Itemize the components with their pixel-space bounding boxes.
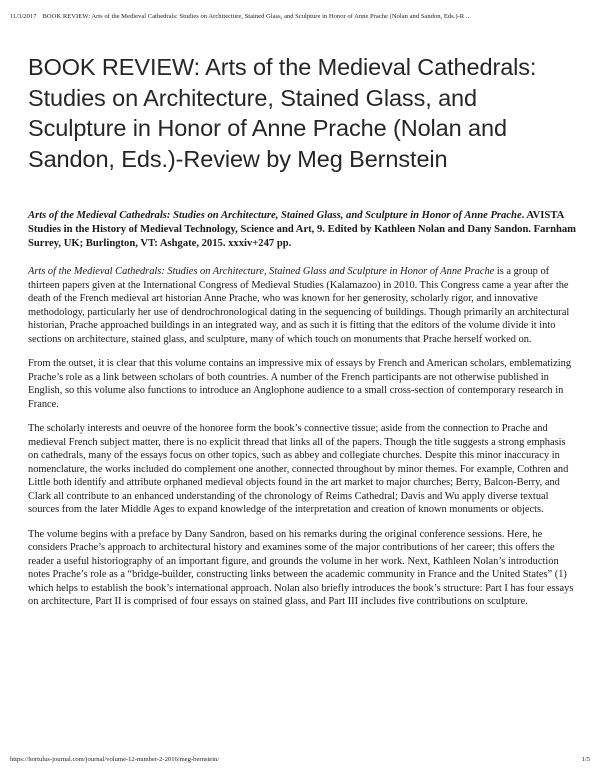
print-footer: [10, 756, 590, 764]
paragraph-4: The volume begins with a preface by Dany Sandron, based on his remarks during the original conference sessions. Here, he considers Prache’s approach to architectural history and examines some of the major contributions of her career; this offers the reader a useful historiography of an important figure, and grounds the volume in her work. Next, Kathleen Nolan’s introduction notes Prache’s role as a “bridge-builder, constructing links between the academic community in France and the United States” (1) which helps to establish the book’s international approach. Nolan also briefly introduces the book’s structure: Part I has four essays on architecture, Part II is comprised of four essays on stained glass, and Part III includes five contributions on sculpture.: [28, 528, 574, 607]
print-date: 11/3/2017: [10, 13, 37, 20]
page-url: https://hortulus-journal.com/journal/volume-12-number-2-2016/meg-bernstein/: [10, 756, 220, 763]
book-citation: [28, 209, 576, 251]
paragraph-2: From the outset, it is clear that this volume contains an impressive mix of essays by French and American scholars, emblematizing Prache’s role as a link between scholars of both countries. A number of the French participants are not otherwise published in English, so this volume also functions to introduce an Anglophone audience to a small cross-section of contemporary research in France.: [28, 358, 572, 410]
paragraph-1: [28, 265, 577, 346]
print-header: [10, 13, 590, 21]
page-number: 1/5: [581, 756, 590, 763]
paragraph-1-book-title: Arts of the Medieval Cathedrals: Studies on Architecture, Stained Glass and Sculpture in Honor of Anne Prache: [28, 266, 495, 277]
paragraph-3: The scholarly interests and oeuvre of the honoree form the book’s connective tissue; aside from the connection to Prache and medieval French subject matter, there is no explicit thread that links all of the papers. Though the title suggests a strong emphasis on cathedrals, many of the essays focus on other topics, such as abbey and collegiate churches. Despite this minor inaccuracy in nomenclature, the works included do complement one another, connected throughout by minor themes. For example, Cothren and Little both identify and attribute orphaned medieval objects found in the art market to major churches; Berry, Balcon-Berry, and Clark all contribute to an enhanced understanding of the chronology of Reims Cathedral; Davis and Wu apply diverse textual sources from the later Middle Ages to expand knowledge of the interpretation and creation of known monuments or objects.: [28, 423, 569, 515]
paragraph-1-text: is a group of thirteen papers given at the International Congress of Medieval Studies (Kalamazoo) in 2010. This Congress came a year after the death of the French medieval art historian Anne Prache, who was known for her generosity, scholarly rigor, and innovative methodology, particularly her use of dendrochronological dating in the sequencing of buildings. Though primarily an architectural historian, Prache approached buildings in an integrated way, and as such it is fitting that the editors of the volume divide it into sections on architecture, stained glass, and sculpture, many of which touch on monuments that Prache herself worked on.: [28, 266, 570, 345]
print-doc-title: BOOK REVIEW: Arts of the Medieval Cathedrals: Studies on Architecture, Stained Glass, and Sculpture in Honor of Anne Prache (Nolan and Sandon, Eds.)-R ...: [42, 13, 471, 20]
article-title: BOOK REVIEW: Arts of the Medieval Cathedrals: Studies on Architecture, Stained Glass, and Sculpture in Honor of Anne Prache (Nolan and Sandon, Eds.)-Review by Meg Bernstein: [28, 54, 537, 172]
citation-book-title: Arts of the Medieval Cathedrals: Studies on Architecture, Stained Glass, and Sculpture in Honor of Anne Prache: [28, 210, 522, 221]
citation-details: . AVISTA Studies in the History of Medieval Technology, Science and Art, 9. Edited by Kathleen Nolan and Dany Sandon. Farnham Surrey, UK; Burlington, VT: Ashgate, 2015. xxxiv+247 pp.: [28, 210, 577, 249]
review-body: [28, 265, 577, 620]
